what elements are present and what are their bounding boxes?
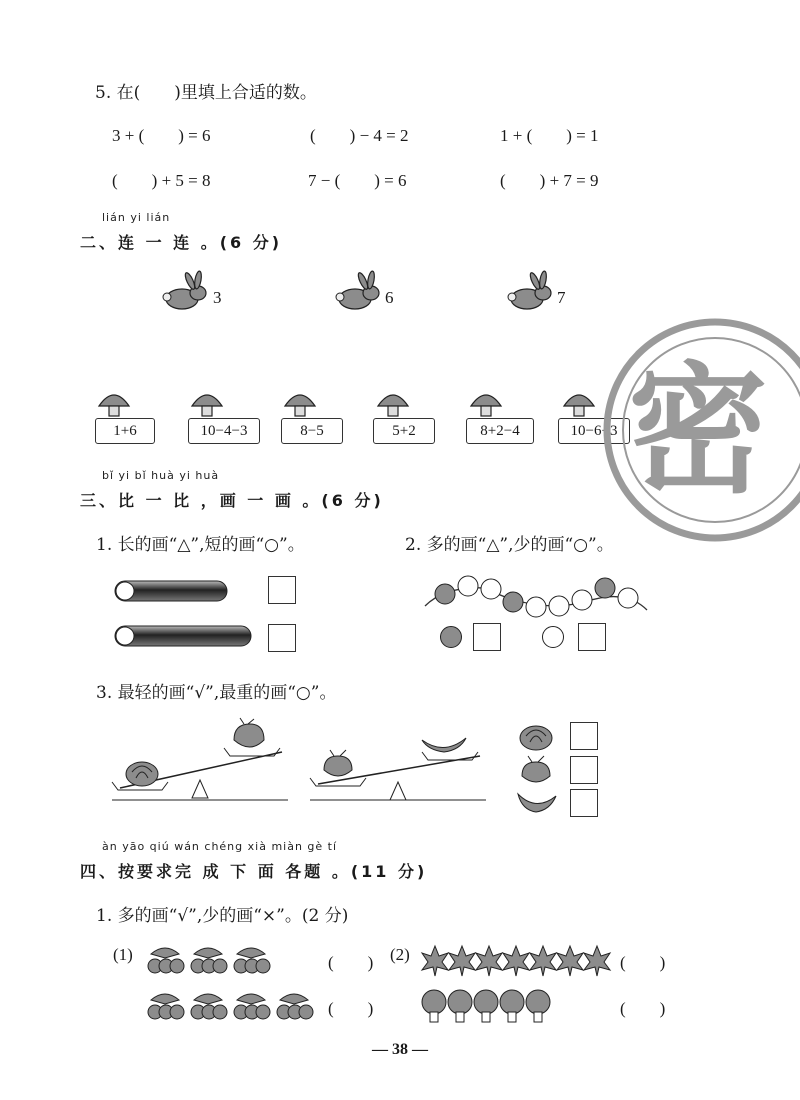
equation: 1 + ( ) = 1 (500, 126, 599, 145)
expression-box: 8+2−4 (466, 418, 534, 444)
mushroom-icon (376, 390, 410, 418)
cherry-row-illustration (145, 942, 275, 976)
answer-paren[interactable]: ( ) (328, 953, 374, 972)
question-text: 1. 长的画“△”,短的画“○”。 (96, 535, 305, 555)
question-text: 1. 多的画“√”,少的画“×”。(2 分) (96, 906, 349, 926)
leaf-row-illustration (422, 944, 612, 978)
stamp-character: 密 (628, 350, 769, 513)
cherry-row-illustration (145, 988, 320, 1022)
answer-box[interactable] (570, 722, 598, 750)
expression-box: 10−4−3 (188, 418, 260, 444)
mushroom-icon (190, 390, 224, 418)
mushroom-icon (469, 390, 503, 418)
sub-label: (2) (390, 945, 410, 964)
answer-paren[interactable]: ( ) (328, 999, 374, 1018)
q5-title: 5. 在( )里填上合适的数。 (95, 83, 317, 103)
fruit-list-illustration (516, 722, 558, 818)
mushroom-icon (97, 390, 131, 418)
mushroom-icon (283, 390, 317, 418)
rabbit-icon (505, 275, 555, 311)
answer-box[interactable] (473, 623, 501, 651)
page-number: — 38 — (372, 1041, 428, 1058)
section-heading: 四、按要求完 成 下 面 各题 。(11 分) (80, 862, 428, 881)
rabbit-icon (333, 275, 383, 311)
answer-box[interactable] (268, 624, 296, 652)
answer-paren[interactable]: ( ) (620, 999, 666, 1018)
white-bead-icon (541, 625, 567, 651)
question-text: 2. 多的画“△”,少的画“○”。 (405, 535, 614, 555)
rabbit-icon (160, 275, 210, 311)
equation: 3 + ( ) = 6 (112, 126, 211, 145)
answer-box[interactable] (578, 623, 606, 651)
section-pinyin: bǐ yi bǐ huà yi huà (102, 469, 220, 482)
answer-box[interactable] (570, 756, 598, 784)
equation: ( ) − 4 = 2 (310, 126, 409, 145)
section-pinyin: lián yi lián (102, 211, 171, 224)
expression-box: 10−6+3 (558, 418, 630, 444)
section-heading: 二、连 一 连 。(6 分) (80, 233, 283, 252)
equation: 7 − ( ) = 6 (308, 171, 407, 190)
bead-string-illustration (425, 572, 651, 622)
balance-scale-illustration (112, 720, 288, 806)
tree-row-illustration (422, 988, 552, 1026)
rabbit-number: 6 (385, 288, 394, 307)
expression-box: 8−5 (281, 418, 343, 444)
rabbit-number: 3 (213, 288, 222, 307)
answer-paren[interactable]: ( ) (620, 953, 666, 972)
rabbit-number: 7 (557, 288, 566, 307)
expression-box: 5+2 (373, 418, 435, 444)
section-heading: 三、比 一 比 ，画 一 画 。(6 分) (80, 491, 384, 510)
balance-scale-illustration (310, 720, 486, 806)
rods-illustration (113, 578, 255, 648)
expression-box: 1+6 (95, 418, 155, 444)
answer-box[interactable] (570, 789, 598, 817)
question-text: 3. 最轻的画“√”,最重的画“○”。 (96, 683, 337, 703)
equation: ( ) + 5 = 8 (112, 171, 211, 190)
gray-bead-icon (439, 625, 465, 651)
equation: ( ) + 7 = 9 (500, 171, 599, 190)
mushroom-icon (562, 390, 596, 418)
section-pinyin: àn yāo qiú wán chéng xià miàn gè tí (102, 840, 338, 853)
sub-label: (1) (113, 945, 133, 964)
answer-box[interactable] (268, 576, 296, 604)
